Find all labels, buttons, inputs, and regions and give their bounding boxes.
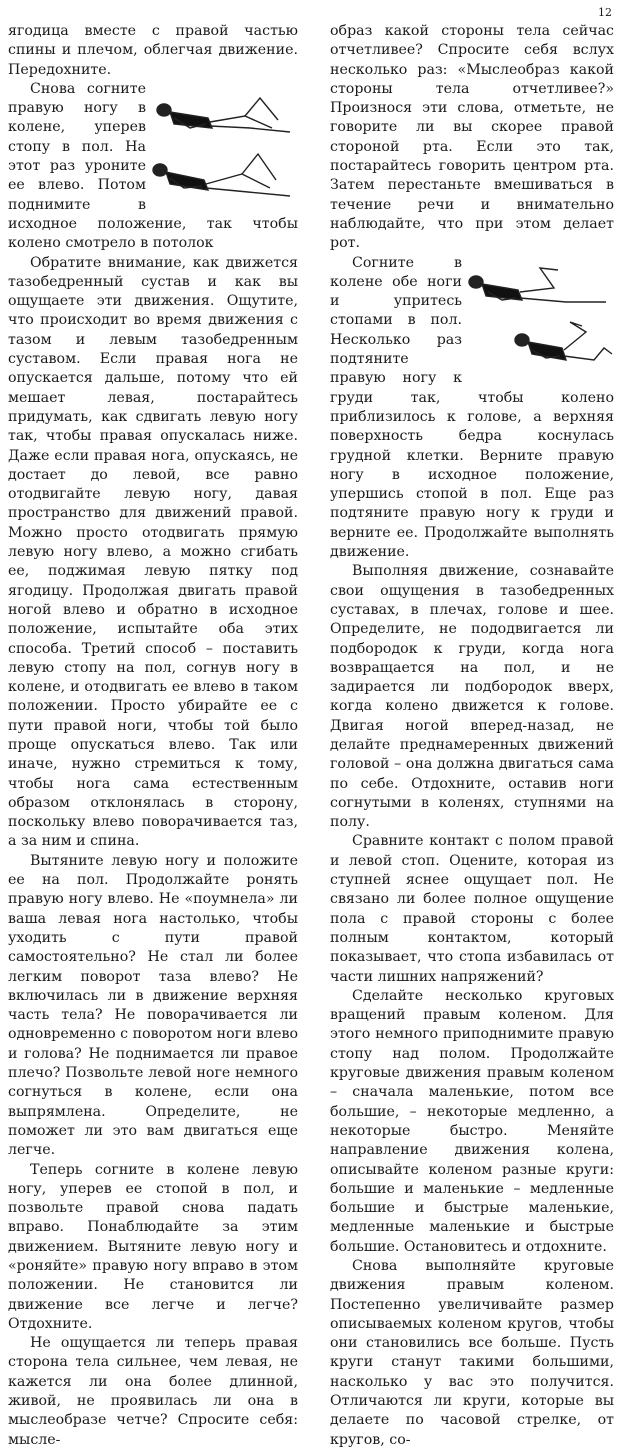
paragraph: Обратите внимание, как движется тазобедренный сустав и как вы ощущаете эти движения. Ощутите, что происходит во время движения с тазом и левым тазобедренным суставом. Если правая нога не опускается дальше, потому что ей мешает левая, постарайтесь придумать, как сдвигать левую ногу так, чтобы правая опускалась ниже. Даже если правая нога, опускаясь, не достает до левой, все равно отодвигайте левую ногу, давая пространство для движений правой. Можно просто отодвигать прямую левую ногу влево, а можно сгибать ее, поджимая левую пятку под ягодицу. Продолжая двигать правой ногой влево и обратно в исходное положение, испытайте оба этих способа. Третий способ – поставить левую стопу на пол, согнув ногу в колене, и отодвигать ее влево в таком положении. Просто убирайте ее с пути правой ноги, чтобы той было проще опускаться влево. Так или иначе, нужно стремиться к тому, чтобы нога сама естественным образом отклонялась в сторону, поскольку влево поворачивается таз, а за ним и спина. (8, 254, 298, 850)
left-column (8, 22, 298, 1450)
paragraph: Снова согните правую ногу в колене, уперев стопу в пол. На этот раз уроните ее влево. Потом поднимите в исходное положение, так чтобы колено смотрело в потолок (8, 80, 298, 252)
knee-to-chest-illustration (466, 262, 614, 374)
lying-figure-illustration (150, 88, 298, 210)
paragraph: Сделайте несколько круговых вращений правым коленом. Для этого немного приподнимите правую стопу над полом. Продолжайте круговые движения правым коленом – сначала маленькие, потом все большие, – некоторые медленно, а некоторые быстро. Меняйте направление движения колена, описывайте коленом разные круги: большие и маленькие – медленные большие и быстрые маленькие, медленные маленькие и быстрые большие. Остановитесь и отдохните. (330, 987, 614, 1255)
paragraph: Вытяните левую ногу и положите ее на пол. Продолжайте ронять правую ногу влево. Не «поумнела» ли ваша левая нога настолько, чтобы уходить с пути правой самостоятельно? Не стал ли более легким поворот таза влево? Не включилась ли в движение верхняя часть тела? Не поворачивается ли одновременно с поворотом ноги влево и голова? Не поднимается ли правое плечо? Позвольте левой ноге немного согнуться в колене, если она выпрямлена. Определите, не поможет ли это вам двигаться еще легче. (8, 852, 298, 1159)
right-column (330, 22, 614, 1450)
page-number: 12 (598, 6, 612, 19)
paragraph: Сравните контакт с полом правой и левой стоп. Оцените, которая из ступней яснее ощущает пол. Не связано ли более полное ощущение пола с правой стороны с более полным контактом, который показывает, что стопа избавилась от части лишних напряжений? (330, 833, 614, 985)
paragraph: Снова выполняйте круговые движения правым коленом. Постепенно увеличивайте размер описываемых коленом кругов, чтобы они становились все больше. Пусть круги станут такими большими, насколько у вас это получится. Отличаются ли круги, которые вы делаете по часовой стрелке, от кругов, со- (330, 1258, 614, 1448)
paragraph: Согните в колене обе ноги и упритесь стопами в пол. Несколько раз подтяните правую ногу к груди так, чтобы колено приблизилось к голове, а верхняя поверхность бедра коснулась грудной клетки. Верните правую ногу в исходное положение, упершись стопой в пол. Еще раз подтяните правую ногу к груди и верните ее. Продолжайте выполнять движение. (330, 254, 614, 561)
paragraph: Выполняя движение, сознавайте свои ощущения в тазобедренных суставах, в плечах, голове и шее. Определите, не пододвигается ли подбородок к груди, когда нога возвращается на пол, и не задирается ли подбородок вверх, когда колено движется к голове. Двигая ногой вперед-назад, не делайте преднамеренных движений головой – она должна двигаться сама по себе. Отдохните, оставив ноги согнутыми в коленях, ступнями на полу. (330, 563, 614, 831)
paragraph: Не ощущается ли теперь правая сторона тела сильнее, чем левая, не кажется ли она более длинной, живой, не проявилась ли она в мыслеобразе четче? Спросите себя: мысле- (8, 1335, 298, 1448)
paragraph: образ какой стороны тела сейчас отчетливее? Спросите себя вслух несколько раз: «Мыслеобраз какой стороны тела отчетливее?» Произнося эти слова, отметьте, не говорите ли вы скорее правой стороной рта. Если это так, постарайтесь говорить центром рта. Затем перестаньте вмешиваться в течение речи и внимательно наблюдайте, что при этом делает рот. (330, 23, 614, 252)
paragraph: ягодица вместе с правой частью спины и плечом, облегчая движение. Передохните. (8, 23, 298, 78)
paragraph: Теперь согните в колене левую ногу, уперев ее стопой в пол, и позвольте правой снова падать вправо. Понаблюдайте за этим движением. Вытяните левую ногу и «роняйте» правую ногу вправо в этом положении. Не становится ли движение все легче и легче? Отдохните. (8, 1161, 298, 1332)
